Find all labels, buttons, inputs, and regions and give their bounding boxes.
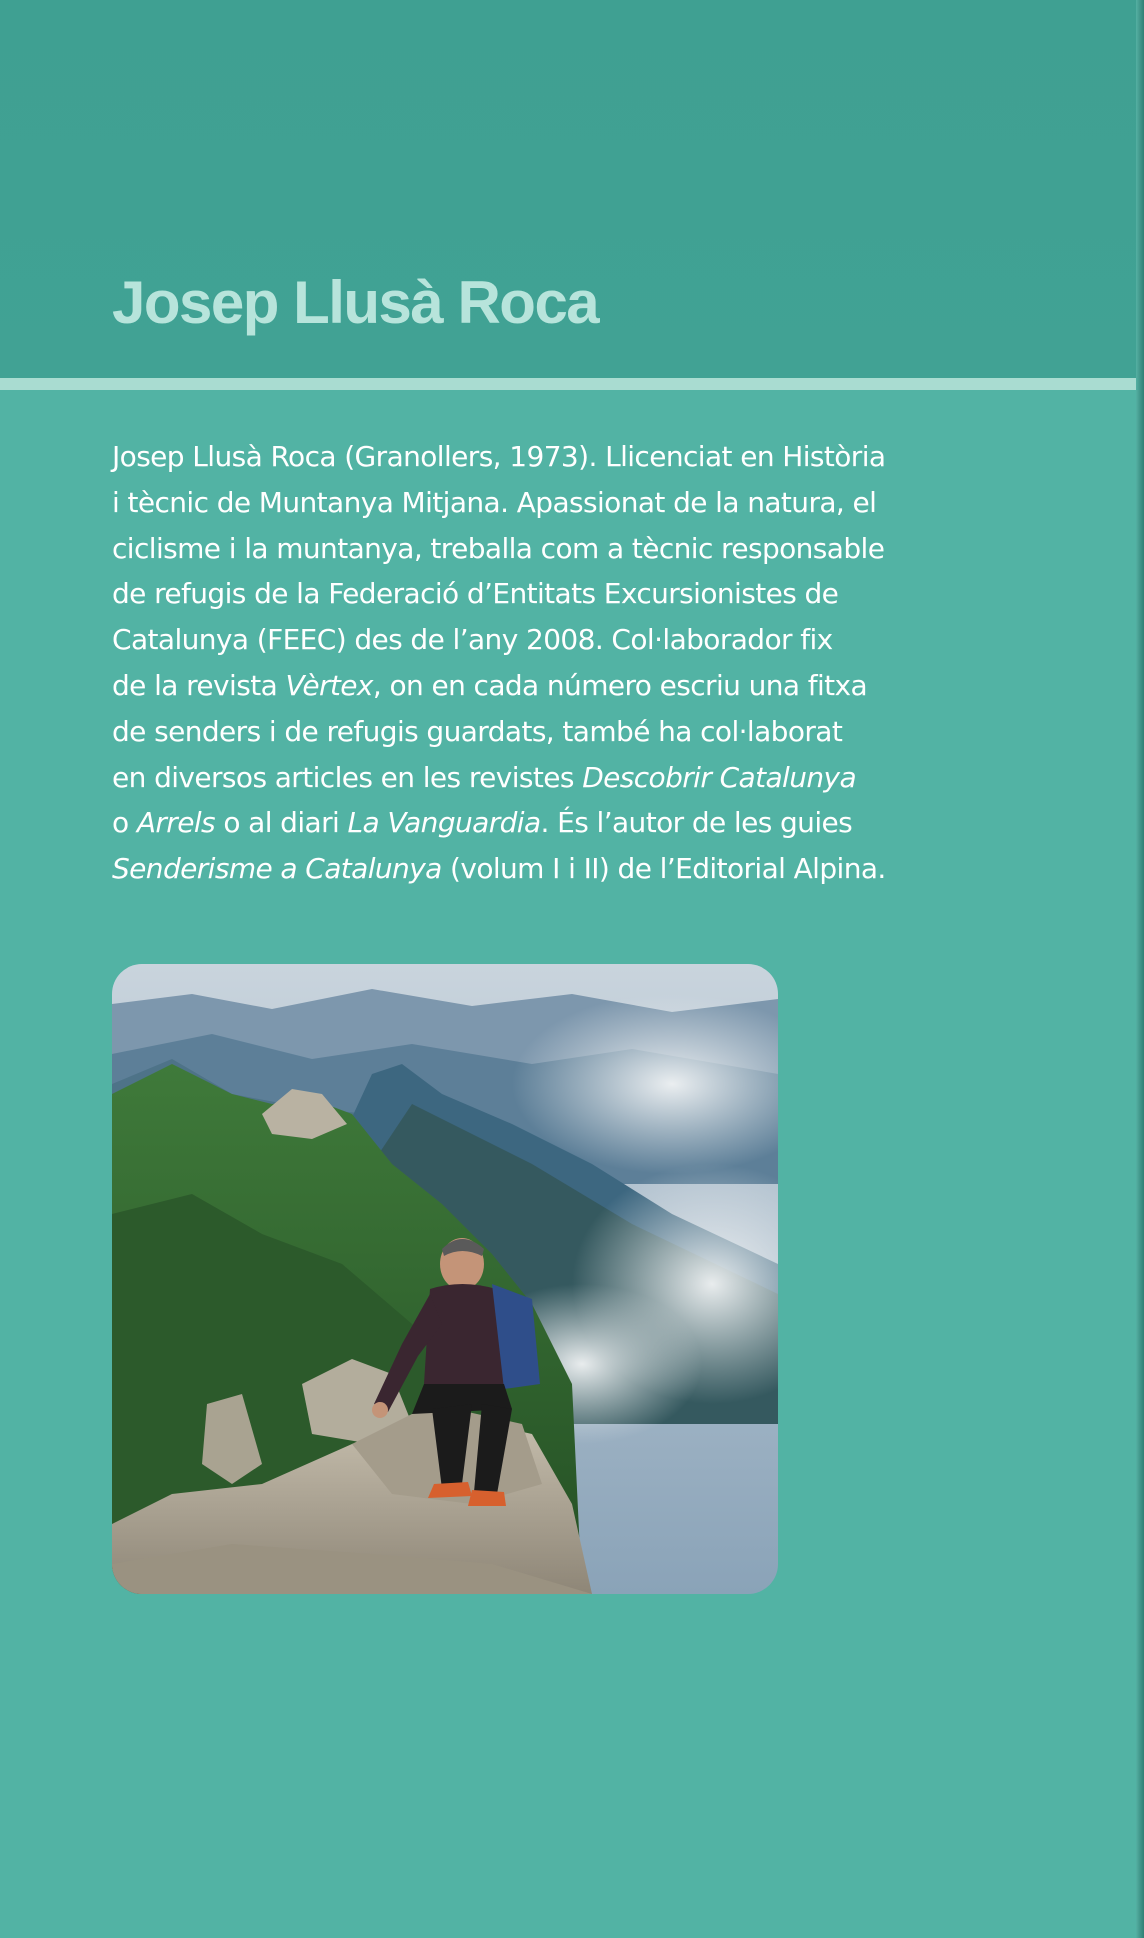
- bio-text: de la revista: [112, 668, 286, 702]
- author-biography: [112, 434, 1012, 892]
- bio-line: [112, 755, 1012, 801]
- bio-text: . És l’autor de les guies: [540, 806, 853, 840]
- bio-text: de refugis de la Federació d’Entitats Excursionistes de: [112, 577, 839, 611]
- bio-text: (volum I i II) de l’Editorial Alpina.: [441, 852, 886, 886]
- bio-text: en diversos articles en les revistes: [112, 760, 583, 794]
- bio-text: Catalunya (FEEC) des de l’any 2008. Col·laborador fix: [112, 623, 833, 657]
- bio-line: [112, 800, 1012, 846]
- bio-text: o al diari: [215, 806, 348, 840]
- bio-line: [112, 571, 1012, 617]
- bio-line: [112, 709, 1012, 755]
- bio-line: [112, 846, 1012, 892]
- bio-italic-title: Arrels: [136, 806, 216, 840]
- bio-text: Josep Llusà Roca (Granollers, 1973). Llicenciat en Història: [112, 440, 886, 473]
- bio-text: ciclisme i la muntanya, treballa com a tècnic responsable: [112, 531, 885, 565]
- author-photo: [112, 964, 778, 1594]
- bio-line: [112, 663, 1012, 709]
- bio-text: o: [112, 806, 137, 840]
- bio-line: [112, 617, 1012, 663]
- bio-text: , on en cada número escriu una fitxa: [372, 668, 868, 702]
- bio-italic-title: Descobrir Catalunya: [582, 760, 857, 794]
- bio-italic-title: Vèrtex: [285, 668, 373, 702]
- page-edge-shadow: [1136, 0, 1144, 1938]
- bio-italic-title: Senderisme a Catalunya: [112, 852, 442, 886]
- bio-text: i tècnic de Muntanya Mitjana. Apassionat de la natura, el: [112, 485, 877, 519]
- bio-text: de senders i de refugis guardats, també ha col·laborat: [112, 714, 843, 748]
- author-name-heading: Josep Llusà Roca: [112, 269, 599, 336]
- bio-italic-title: La Vanguardia: [347, 806, 541, 840]
- bio-line: [112, 480, 1012, 526]
- bio-line: [112, 434, 1012, 480]
- mountain-photo-illustration: [112, 964, 778, 1594]
- header-divider: [0, 378, 1144, 390]
- bio-line: [112, 526, 1012, 572]
